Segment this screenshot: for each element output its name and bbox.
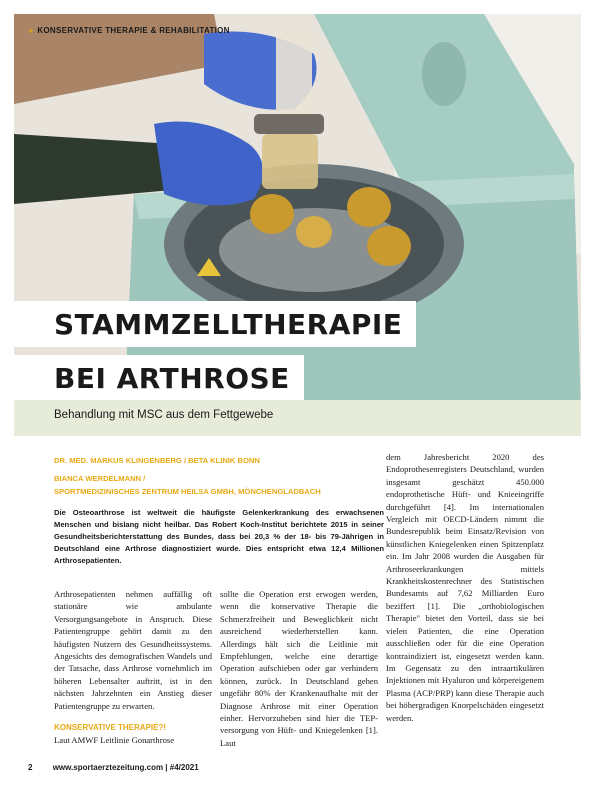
footer-url: www.sportaerztezeitung.com | #4/2021 (52, 763, 199, 772)
section-heading: KONSERVATIVE THERAPIE?! (54, 723, 167, 733)
body-paragraph: Arthrosepatienten nehmen auffällig oft stationäre wie ambulante Versorgungsangebote in Anspruch. Diese Patientengruppe gehört damit zu den häufigsten Nutzern des Gesundheitssystems. Angesichts des demografischen Wandels und der Tatsache, dass Arthrose vornehmlich im höheren Lebensalter auftritt, ist in den nächsten Jahrzehnten ein Anstieg dieser Patientengruppe zu erwarten. (54, 589, 212, 711)
author-line: SPORTMEDIZINISCHES ZENTRUM HEILSA GMBH, MÖNCHENGLADBACH (54, 487, 321, 496)
article-title-line-1: STAMMZELLTHERAPIE (54, 307, 403, 341)
abstract: Die Osteoarthrose ist weltweit die häufigste Gelenkerkrankung des erwachsenen Menschen und bislang nicht heilbar. Das Robert Koch-Institut berichtete 2015 in seiner Gesundheitsberichterstattung des Bundes, dass bei 20,3 % der 18- bis 79-Jährigen in Deutschland eine Arthrose diagnostiziert wurde. Dies entspricht etwa 12,4 Millionen Arthrosepatienten. (54, 508, 384, 565)
body-paragraph: sollte die Operation erst erwogen werden, wenn die konservative Therapie die Schmerzfreiheit und Beweglichkeit nicht ausreichend wiederherstellen kann. Allerdings hält sich die Leitlinie mit Empfehlungen, welche eine derartige Operation aufschieben oder gar verhindern können, zurück. In Deutschland gehen ungefähr 80% der Krankenaufhalte mit der Diagnose Arthrose mit einer Operation einher. Hervorzuheben sind hier die TEP-versorgung von Hüft- und Kniegelenken [1]. Laut (220, 589, 378, 748)
article-title-line-2: BEI ARTHROSE (54, 361, 290, 395)
article-subtitle: Behandlung mit MSC aus dem Fettgewebe (54, 409, 274, 421)
authors-block (54, 454, 384, 498)
body-column-1 (54, 588, 212, 747)
page-footer (28, 763, 199, 772)
double-chevron-icon: » (28, 25, 34, 35)
title-line-2-box (14, 355, 304, 401)
author-line: BIANCA WERDELMANN / (54, 474, 146, 483)
author-line: DR. MED. MARKUS KLINGENBERG / BETA KLINIK BONN (54, 456, 260, 465)
body-paragraph: Laut AMWF Leitlinie Gonarthrose (54, 735, 175, 746)
section-label-text: KONSERVATIVE THERAPIE & REHABILITATION (37, 25, 230, 35)
page-number: 2 (28, 763, 33, 772)
body-column-2 (220, 588, 378, 749)
title-line-1-box (14, 301, 416, 347)
body-paragraph: dem Jahresbericht 2020 des Endoprothesenregisters Deutschland, wurden insgesamt geschätzt 450.000 endoprothetische Hüft- und Knieeingriffe durchgeführt [4]. Im internationalen Vergleich mit OECD-Ländern nimmt die Bundesrepublik beim Einsatz/Revision von künstlichen Kniegelenken einen Spitzenplatz ein. Im Jahr 2008 wurden die Ausgaben für Arthroseerkrankungen mittels Krankheitskostenrechner des Statistischen Bundesamts auf 7,62 Milliarden Euro beziffert [1]. Die „orthobiologischen Therapie" bietet den Vorteil, dass sie bei vielen Patienten, die eine Operation ausschließen oder für die eine Operation kontraindiziert ist, eingesetzt werden kann. Im Gegensatz zu den intraartikulären Injektionen mit Hyaluron und körpereigenem Plasma (ACP/PRP) kann diese Therapie auch bei höhergradigen Knorpelschäden eingesetzt werden. (386, 452, 544, 723)
body-column-3 (386, 451, 544, 724)
section-label (28, 25, 230, 35)
hero-photo-centrifuge (14, 14, 581, 414)
